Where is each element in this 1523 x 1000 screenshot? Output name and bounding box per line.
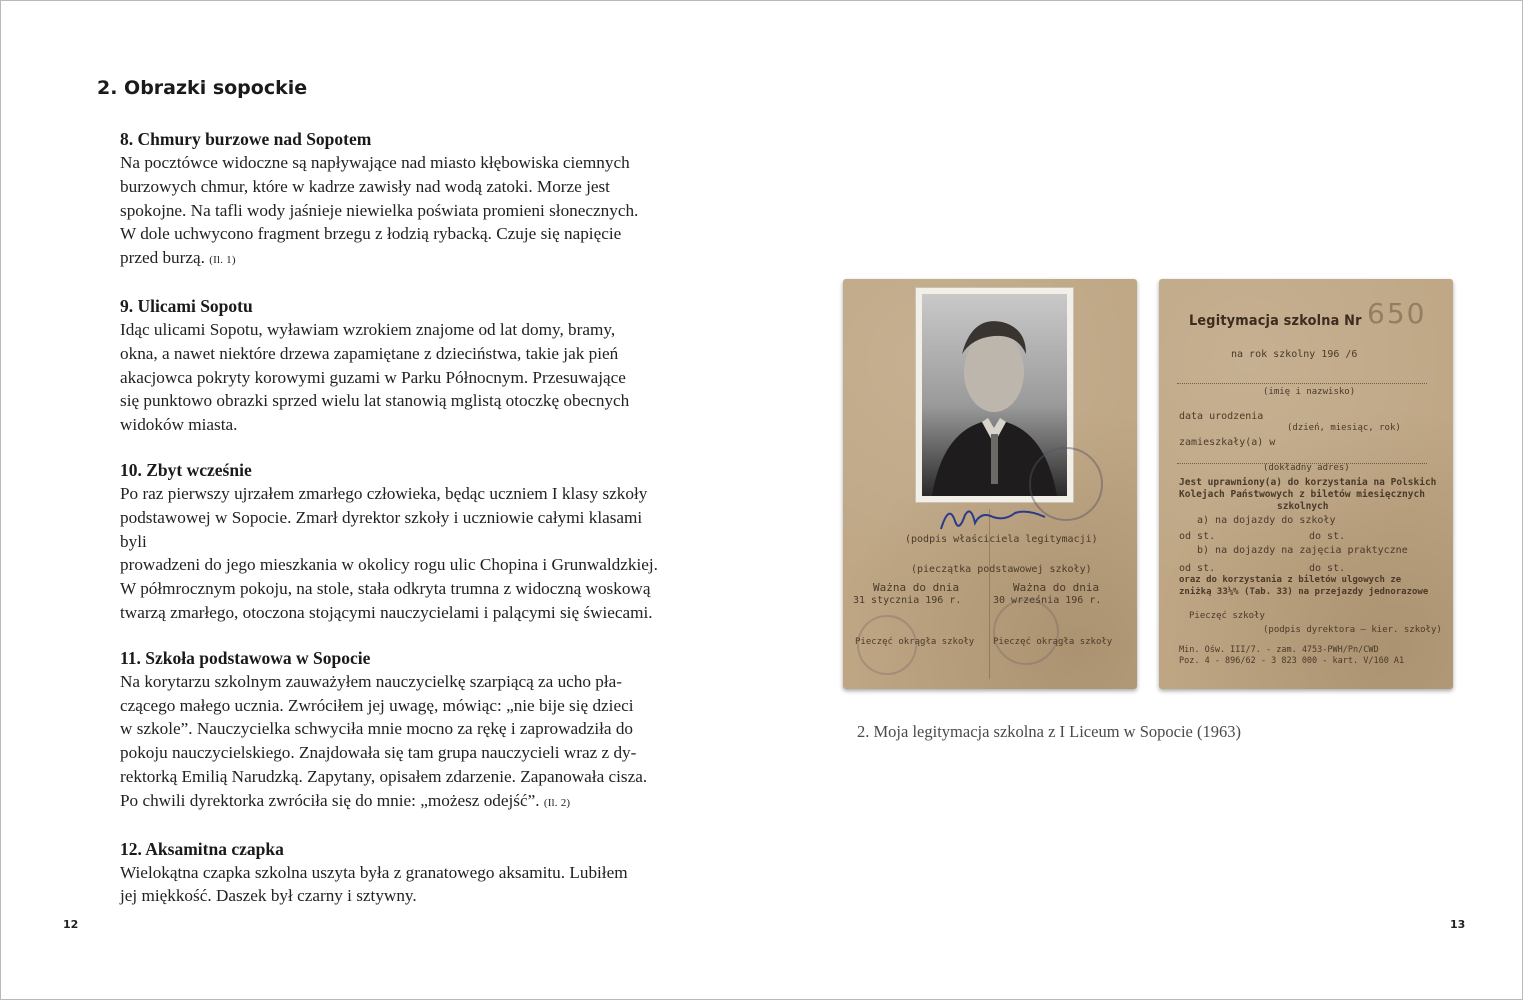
text-line: Wielokątna czapka szkolna uszyta była z granatowego aksamitu. Lubiłem bbox=[120, 862, 628, 882]
school-stamp-label: (pieczątka podstawowej szkoły) bbox=[911, 564, 1092, 575]
illustration-ref: (Il. 1) bbox=[209, 254, 236, 267]
text-line: twarzą zmarłego, otoczona stojącymi nauczycielami i palącymi się świecami. bbox=[120, 602, 653, 622]
section-heading: 9. Ulicami Sopotu bbox=[120, 295, 253, 316]
section bbox=[120, 458, 672, 625]
section-heading: 11. Szkoła podstawowa w Sopocie bbox=[120, 647, 371, 668]
address-label: (dokładny adres) bbox=[1263, 463, 1350, 473]
section bbox=[120, 646, 672, 816]
seal-label-1: Pieczęć okrągła szkoły bbox=[855, 637, 975, 647]
rights-line-1: Jest uprawniony(a) do korzystania na Polskich bbox=[1179, 477, 1437, 488]
section-body bbox=[120, 318, 672, 437]
option-a: a) na dojazdy do szkoły bbox=[1197, 515, 1336, 526]
text-line: przed burzą. bbox=[120, 248, 205, 268]
text-line: widoków miasta. bbox=[120, 415, 238, 435]
text-line: Na korytarzu szkolnym zauważyłem nauczycielkę szarpiącą za ucho pła- bbox=[120, 671, 623, 691]
section bbox=[120, 837, 672, 909]
valid-label-2: Ważna do dnia bbox=[1013, 581, 1100, 594]
to-station-1: do st. bbox=[1309, 531, 1346, 542]
text-line: Po raz pierwszy ujrzałem zmarłego człowieka, będąc uczniem I klasy szkoły bbox=[120, 483, 648, 503]
residence-label: zamieszkały(a) w bbox=[1179, 437, 1276, 448]
section-body bbox=[120, 670, 672, 816]
text-line: czącego małego ucznia. Zwróciłem jej uwagę, mówiąc: „nie bije się dzieci bbox=[120, 695, 634, 715]
section-heading: 12. Aksamitna czapka bbox=[120, 838, 284, 859]
school-year: na rok szkolny 196 /6 bbox=[1231, 349, 1358, 360]
page-number-left: 12 bbox=[63, 918, 79, 931]
text-column bbox=[120, 127, 672, 929]
card-heading: Legitymacja szkolna Nr bbox=[1189, 313, 1362, 329]
valid-date-2: 30 września 196 r. bbox=[993, 595, 1102, 606]
text-line: W dole uchwycono fragment brzegu z łodzią rybacką. Czuje się napięcie bbox=[120, 224, 622, 244]
id-card-left bbox=[843, 279, 1137, 689]
owner-signature-label: (podpis właściciela legitymacji) bbox=[905, 534, 1098, 545]
discount-line-2: zniżką 33⅓% (Tab. 33) na przejazdy jednorazowe bbox=[1179, 587, 1429, 597]
valid-date-1: 31 stycznia 196 r. bbox=[853, 595, 962, 606]
name-line bbox=[1177, 383, 1427, 384]
text-line: jej miękkość. Daszek był czarny i sztywny. bbox=[120, 886, 417, 906]
id-card-right bbox=[1159, 279, 1453, 689]
footer-line-1: Min. Ośw. III/7. - zam. 4753-PWH/Pn/CWD bbox=[1179, 645, 1379, 655]
section-body bbox=[120, 482, 672, 625]
director-label: (podpis dyrektora — kier. szkoły) bbox=[1263, 625, 1442, 635]
seal-label: Pieczęć szkoły bbox=[1189, 611, 1265, 621]
seal-label-2: Pieczęć okrągła szkoły bbox=[993, 637, 1113, 647]
rights-line-3: szkolnych bbox=[1277, 501, 1329, 512]
valid-label-1: Ważna do dnia bbox=[873, 581, 960, 594]
text-line: Idąc ulicami Sopotu, wyławiam wzrokiem znajome od lat domy, bramy, bbox=[120, 319, 616, 339]
text-line: w szkole”. Nauczycielka schwyciła mnie mocno za rękę i zaprowadziła do bbox=[120, 719, 634, 739]
name-label: (imię i nazwisko) bbox=[1263, 387, 1356, 397]
chapter-title: 2. Obrazki sopockie bbox=[97, 77, 308, 99]
text-line: okna, a nawet niektóre drzewa zapamiętane z dzieciństwa, takie jak pień bbox=[120, 343, 619, 363]
from-station-1: od st. bbox=[1179, 531, 1216, 542]
section-body bbox=[120, 861, 672, 909]
text-line: akacjowca pokryty korowymi guzami w Parku Północnym. Przesuwające bbox=[120, 367, 626, 387]
text-line: burzowych chmur, które w kadrze zawisły nad wodą zatoki. Morze jest bbox=[120, 176, 610, 196]
text-line: Na pocztówce widoczne są napływające nad miasto kłębowiska ciemnych bbox=[120, 153, 630, 172]
seal-stamp-icon-2 bbox=[993, 599, 1059, 665]
signature-icon bbox=[935, 499, 1055, 539]
section-heading: 8. Chmury burzowe nad Sopotem bbox=[120, 129, 372, 149]
figure-caption: 2. Moja legitymacja szkolna z I Liceum w Sopocie (1963) bbox=[857, 722, 1241, 741]
option-b: b) na dojazdy na zajęcia praktyczne bbox=[1197, 545, 1408, 556]
footer-line-2: Poz. 4 - 896/62 - 3 823 000 - kart. V/160 A1 bbox=[1179, 656, 1405, 666]
text-line: się punktowo obrazki sprzed wielu lat stanowią mglistą otoczkę obecnych bbox=[120, 391, 630, 411]
section bbox=[120, 127, 672, 273]
page-number-right: 13 bbox=[1450, 918, 1466, 931]
birth-label: data urodzenia bbox=[1179, 411, 1264, 422]
section-heading: 10. Zbyt wcześnie bbox=[120, 459, 252, 480]
section-body bbox=[120, 151, 672, 273]
text-line: rektorką Emilią Narudzką. Zapytany, opisałem zdarzenie. Zapanowała cisza. bbox=[120, 766, 648, 786]
rights-line-2: Kolejach Państwowych z biletów miesięcznych bbox=[1179, 489, 1425, 500]
text-line: podstawowej w Sopocie. Zmarł dyrektor szkoły i uczniowie całymi klasami byli bbox=[120, 507, 643, 551]
section bbox=[120, 294, 672, 437]
illustration-ref: (Il. 2) bbox=[543, 796, 571, 809]
discount-line-1: oraz do korzystania z biletów ulgowych ze bbox=[1179, 575, 1402, 585]
card-fold-line bbox=[989, 509, 990, 679]
card-number: 650 bbox=[1367, 297, 1427, 330]
text-line: Po chwili dyrektorka zwróciła się do mnie: „możesz odejść”. bbox=[120, 790, 540, 810]
from-station-2: od st. bbox=[1179, 563, 1216, 574]
birth-sub: (dzień, miesiąc, rok) bbox=[1287, 423, 1401, 433]
text-line: W półmrocznym pokoju, na stole, stała odkryta trumna z widoczną woskową bbox=[120, 579, 651, 599]
text-line: prowadzeni do jego mieszkania w okolicy rogu ulic Chopina i Grunwaldzkiej. bbox=[120, 555, 658, 575]
text-line: spokojne. Na tafli wody jaśnieje niewielka poświata promieni słonecznych. bbox=[120, 200, 639, 220]
text-line: pokoju nauczycielskiego. Znajdowała się tam grupa nauczycieli wraz z dy- bbox=[120, 743, 637, 763]
to-station-2: do st. bbox=[1309, 563, 1346, 574]
